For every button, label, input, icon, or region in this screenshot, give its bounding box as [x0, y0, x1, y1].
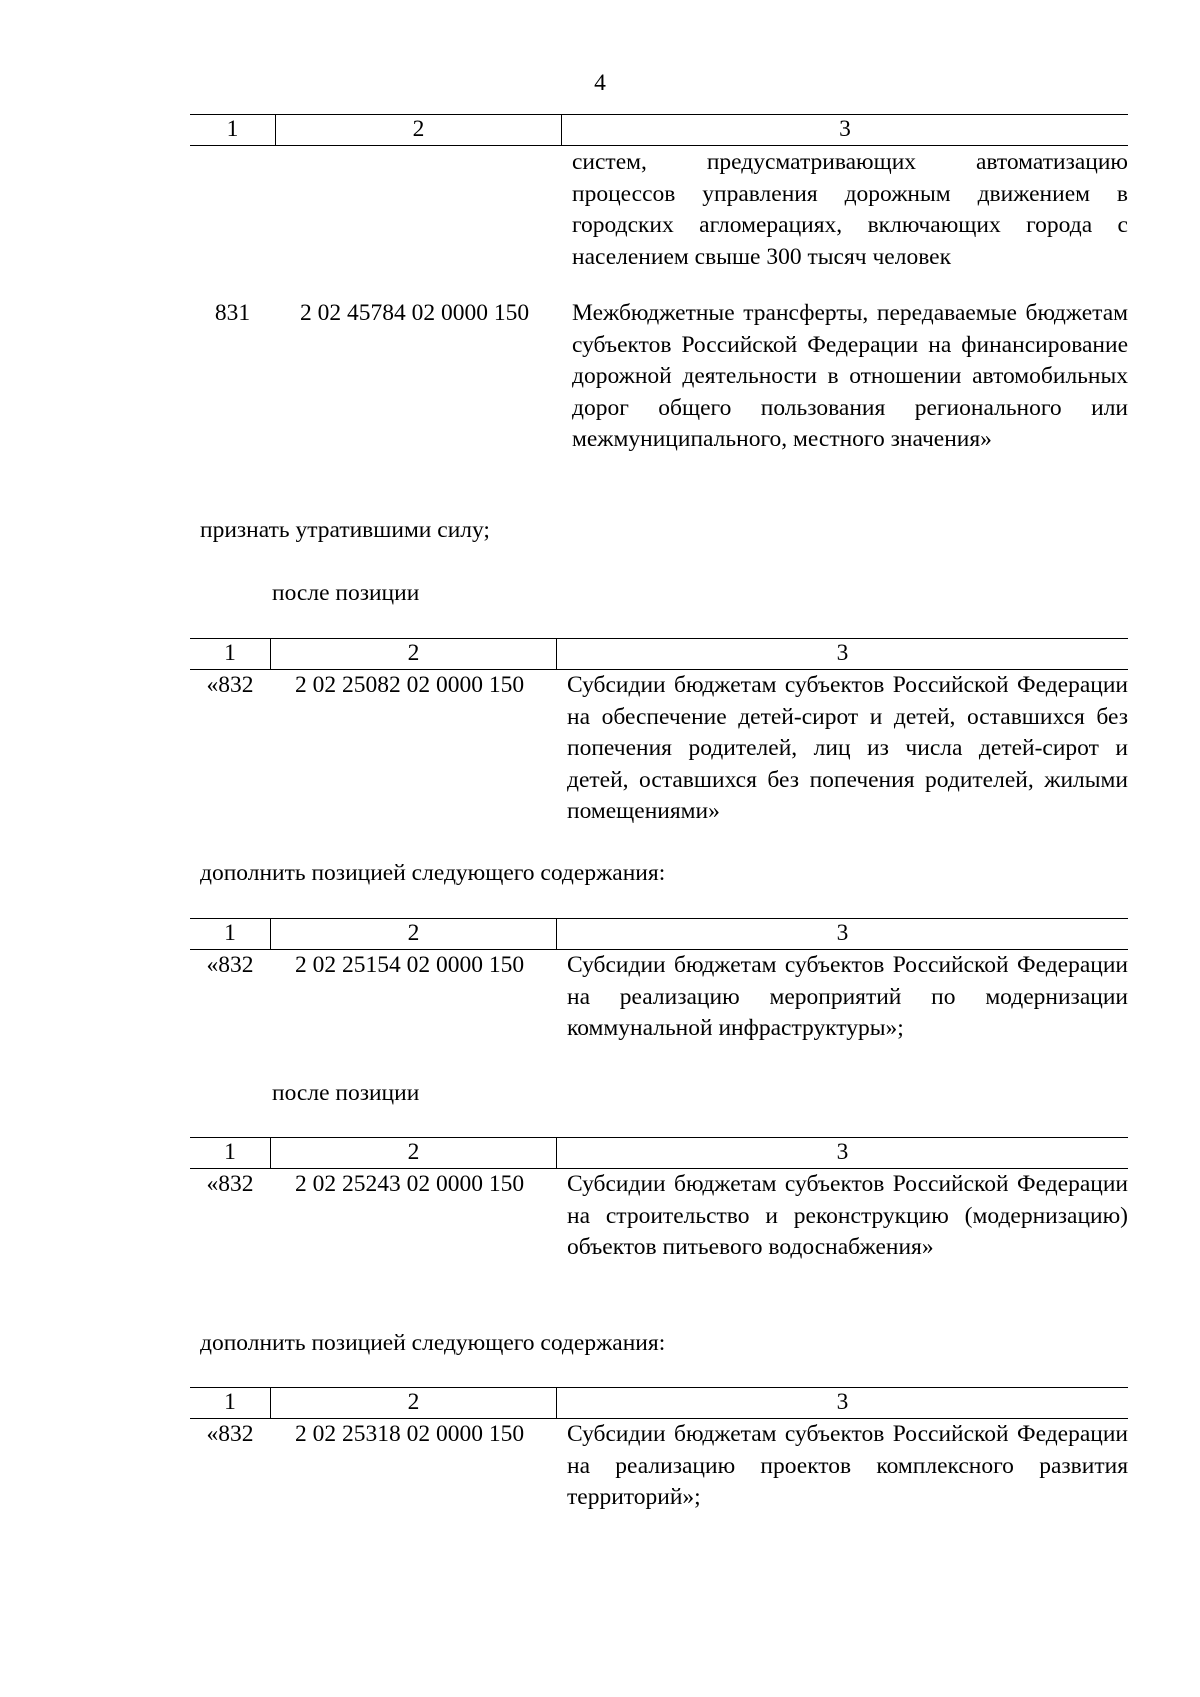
row-code: «832 [206, 952, 254, 978]
header-col-1: 1 [190, 639, 271, 669]
header-col-2: 2 [271, 919, 557, 949]
table-5 [190, 1387, 1128, 1514]
table-3 [190, 918, 1128, 1045]
row-description: Субсидии бюджетам субъектов Российской Федерации на реализацию проектов комплексного развития территорий»; [567, 1421, 1128, 1510]
row-kbk: 2 02 25082 02 0000 150 [294, 672, 525, 698]
row-code: 831 [214, 300, 251, 326]
table-row [190, 670, 1128, 828]
paragraph-add-position: дополнить позицией следующего содержания: [200, 1330, 666, 1356]
table-4 [190, 1137, 1128, 1264]
row-description: Субсидии бюджетам субъектов Российской Федерации на обеспечение детей-сирот и детей, оставшихся без попечения родителей, лиц из числа детей-сирот и детей, оставшихся без попечения родителей, жилыми помещениями» [567, 672, 1128, 824]
row-description: Субсидии бюджетам субъектов Российской Федерации на реализацию мероприятий по модернизации коммунальной инфраструктуры»; [567, 952, 1128, 1041]
header-col-3: 3 [836, 1389, 849, 1415]
table-row [190, 147, 1128, 273]
table-header [190, 918, 1128, 950]
paragraph-after-position: после позиции [272, 580, 420, 606]
header-col-2: 2 [276, 115, 562, 145]
header-col-2: 2 [271, 1138, 557, 1168]
table-header [190, 1387, 1128, 1419]
row-code: «832 [206, 672, 254, 698]
table-header [190, 114, 1128, 146]
row-code: «832 [206, 1421, 254, 1447]
paragraph-after-position: после позиции [272, 1080, 420, 1106]
row-description: Межбюджетные трансферты, передаваемые бюджетам субъектов Российской Федерации на финансирование дорожной деятельности в отношении автомобильных дорог общего пользования регионального или межмуниципального, местного значения» [572, 300, 1128, 452]
paragraph-add-position: дополнить позицией следующего содержания: [200, 860, 666, 886]
header-col-1: 1 [190, 115, 276, 145]
row-kbk: 2 02 25154 02 0000 150 [294, 952, 525, 978]
header-col-3: 3 [836, 640, 849, 666]
row-kbk: 2 02 25318 02 0000 150 [294, 1421, 525, 1447]
table-1 [190, 114, 1128, 456]
paragraph-repeal: признать утратившими силу; [200, 517, 490, 543]
header-col-2: 2 [271, 639, 557, 669]
table-header [190, 1137, 1128, 1169]
header-col-1: 1 [190, 919, 271, 949]
continuation-text: систем, предусматривающих автоматизацию процессов управления дорожным движением в городских агломерациях, включающих города с населением свыше 300 тысяч человек [572, 149, 1128, 270]
table-header [190, 638, 1128, 670]
header-col-1: 1 [190, 1388, 271, 1418]
header-col-3: 3 [836, 1139, 849, 1165]
header-col-3: 3 [839, 116, 851, 142]
row-description: Субсидии бюджетам субъектов Российской Федерации на строительство и реконструкцию (модернизацию) объектов питьевого водоснабжения» [567, 1171, 1128, 1260]
row-kbk: 2 02 45784 02 0000 150 [299, 300, 530, 326]
table-row [190, 1169, 1128, 1264]
table-row [190, 1419, 1128, 1514]
header-col-3: 3 [836, 920, 849, 946]
table-2 [190, 638, 1128, 828]
table-row [190, 950, 1128, 1045]
row-code: «832 [206, 1171, 254, 1197]
header-col-1: 1 [190, 1138, 271, 1168]
page-number: 4 [594, 70, 606, 96]
header-col-2: 2 [271, 1388, 557, 1418]
table-row [190, 298, 1128, 456]
row-kbk: 2 02 25243 02 0000 150 [294, 1171, 525, 1197]
